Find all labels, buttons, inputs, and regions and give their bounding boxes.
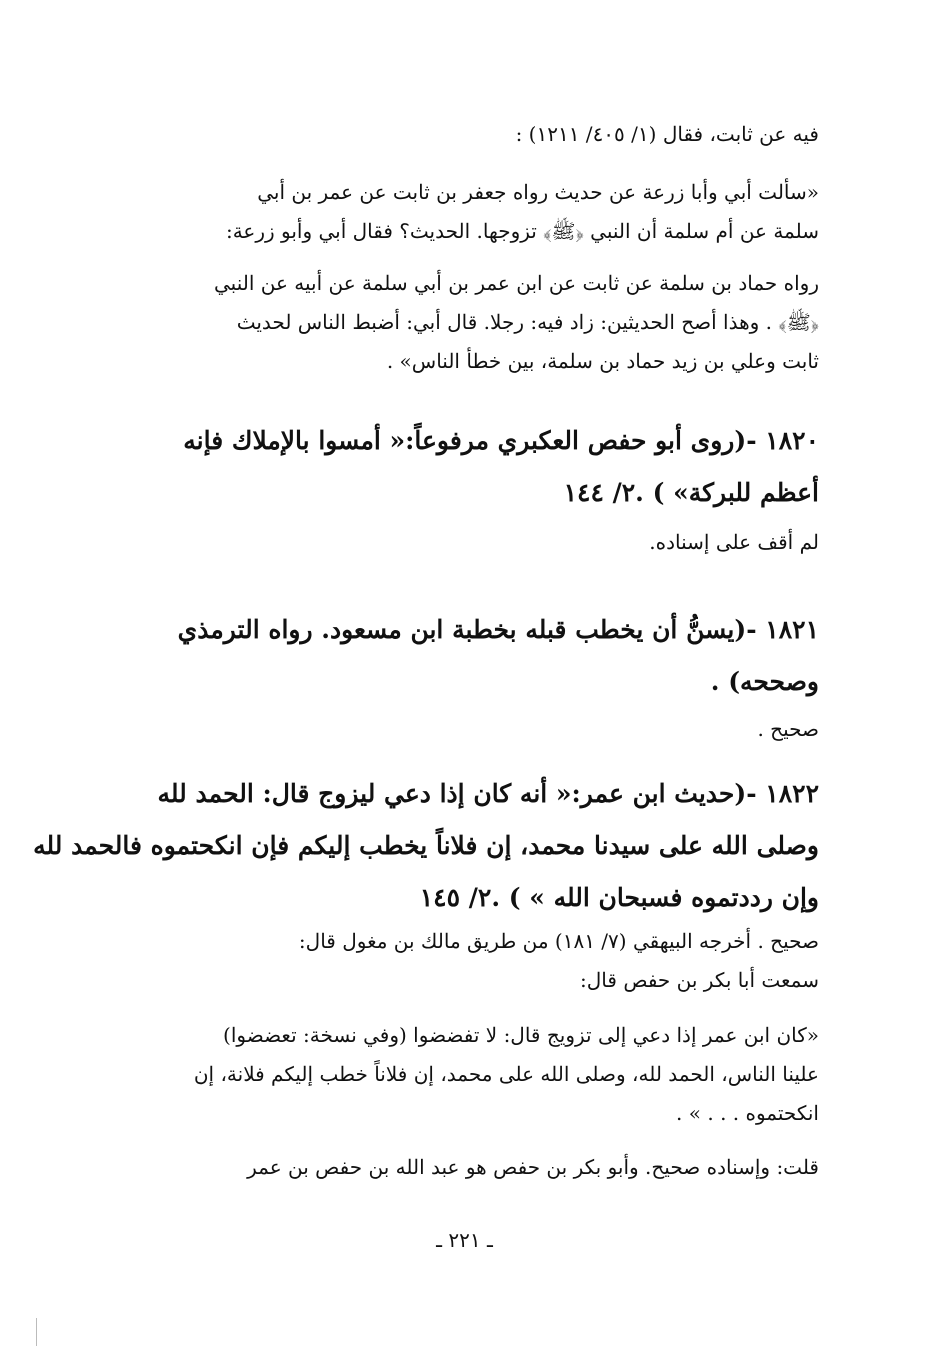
text-line: «سألت أبي وأبا زرعة عن حديث رواه جعفر بن ثابت عن عمر بن أبي [257, 180, 819, 204]
text-line: انكحتموه . . . » . [676, 1101, 819, 1125]
hadith-1821 [149, 604, 819, 708]
text-line: صحيح . [757, 717, 819, 741]
text-line: رواه حماد بن سلمة عن ثابت عن ابن عمر بن أبي سلمة عن أبيه عن النبي [214, 271, 819, 295]
text-line: صحيح . أخرجه البيهقي (٧/ ١٨١) من طريق مالك بن مغول قال: [298, 929, 819, 953]
hadith-1822 [33, 768, 819, 924]
closing-note [149, 1148, 819, 1187]
text-line: علينا الناس، الحمد لله، وصلى الله على محمد، إن فلاناً خطب إليكم فلانة، إن [193, 1062, 819, 1086]
hadith-1820 [149, 415, 819, 519]
intro-line [149, 115, 819, 154]
text-line: أعظم للبركة» ) .٢/ ١٤٤ [563, 478, 819, 507]
text-line: سلمة عن أم سلمة أن النبي ﴿ﷺ﴾ تزوجها. الحديث؟ فقال أبي وأبو زرعة: [225, 219, 819, 243]
text-line: لم أقف على إسناده. [649, 530, 819, 554]
text-line: ﴿ﷺ﴾ . وهذا أصح الحديثين: زاد فيه: رجلا. قال أبي: أضبط الناس لحديث [236, 310, 819, 334]
text-line: «كان ابن عمر إذا دعي إلى تزويج قال: لا تفضضوا (وفي نسخة: تعضضوا) [223, 1023, 819, 1047]
text-line: وصححه) . [710, 667, 819, 696]
comment-1820 [149, 523, 819, 562]
text-line: ١٨٢٢ -(حديث ابن عمر:« أنه كان إذا دعي ليزوج قال: الحمد لله [157, 779, 819, 808]
text-line: فيه عن ثابت، فقال (١/ ٤٠٥/ ١٢١١) : [515, 122, 819, 146]
text-line: قلت: وإسناده صحيح. وأبو بكر بن حفص هو عبد الله بن حفص بن عمر [247, 1155, 819, 1179]
text-line: وإن رددتموه فسبحان الله » ) .٢/ ١٤٥ [419, 883, 819, 912]
text-line: سمعت أبا بكر بن حفص قال: [580, 968, 819, 992]
quote-answer [149, 264, 819, 381]
text-line: ١٨٢٠ -(روى أبو حفص العكبري مرفوعاً:« أمسوا بالإملاك فإنه [183, 426, 819, 455]
page-number: ـ ٢٢١ ـ [436, 1228, 493, 1252]
text-line: ثابت وعلي بن زيد حماد بن سلمة، بين خطأ الناس» . [386, 349, 819, 373]
quote-ibn-umar [149, 1016, 819, 1133]
text-line: ١٨٢١ -(يسنُّ أن يخطب قبله بخطبة ابن مسعود. رواه الترمذي [177, 615, 819, 644]
comment-1822 [149, 922, 819, 1000]
text-line: وصلى الله على سيدنا محمد، إن فلاناً يخطب إليكم فإن انكحتموه فالحمد لله [33, 831, 819, 860]
comment-1821 [149, 710, 819, 749]
quote-question [149, 173, 819, 251]
scan-mark [36, 1318, 37, 1346]
